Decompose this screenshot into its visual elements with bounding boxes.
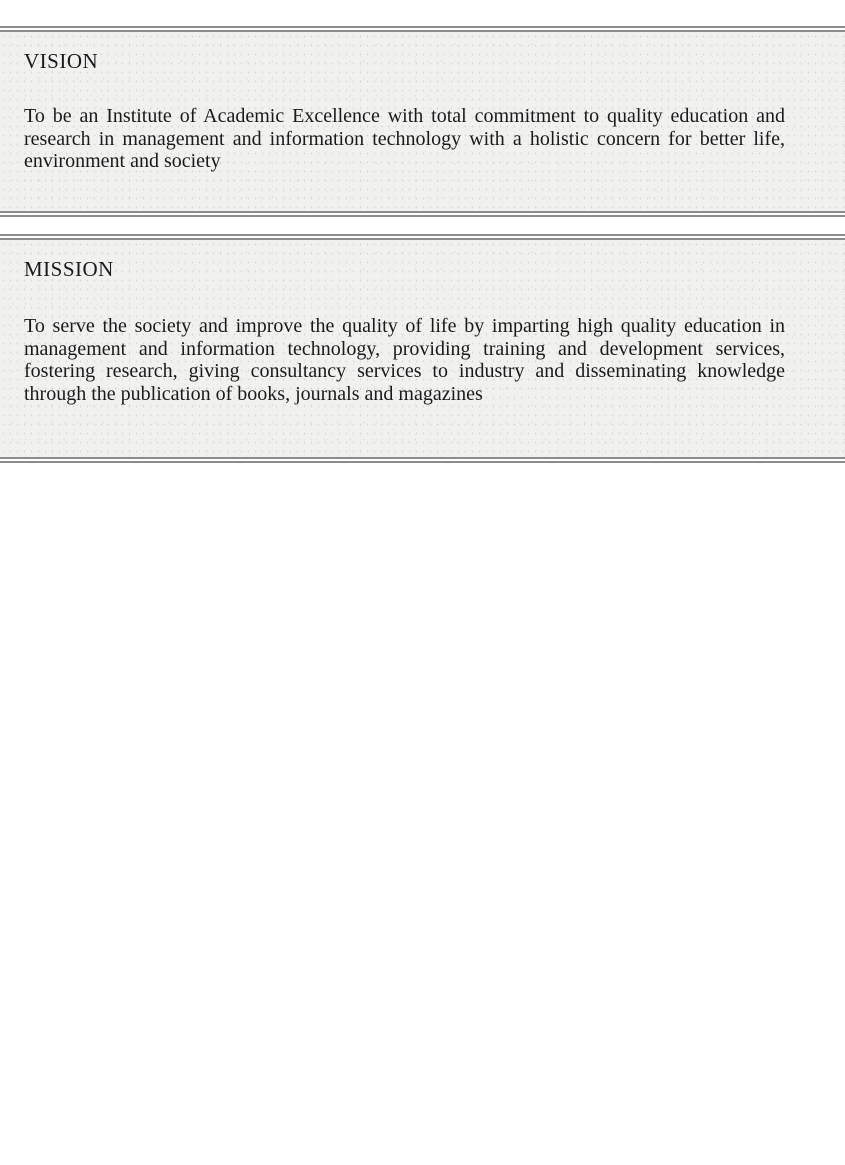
mission-heading: MISSION: [24, 257, 114, 281]
vision-statement: To be an Institute of Academic Excellence with total commitment to quality education and research in management and information technology with a holistic concern for better life, environment and society: [24, 105, 785, 172]
mission-section: [0, 240, 845, 457]
middle-divider-upper: [0, 211, 845, 217]
vision-heading: VISION: [24, 49, 99, 73]
vision-section: [0, 32, 845, 211]
mission-statement: To serve the society and improve the quality of life by imparting high quality education in management and information technology, providing training and development services, fostering research, giving consultancy services to industry and disseminating knowledge through the publication of books, journals and magazines: [24, 315, 785, 405]
bottom-divider: [0, 457, 845, 463]
